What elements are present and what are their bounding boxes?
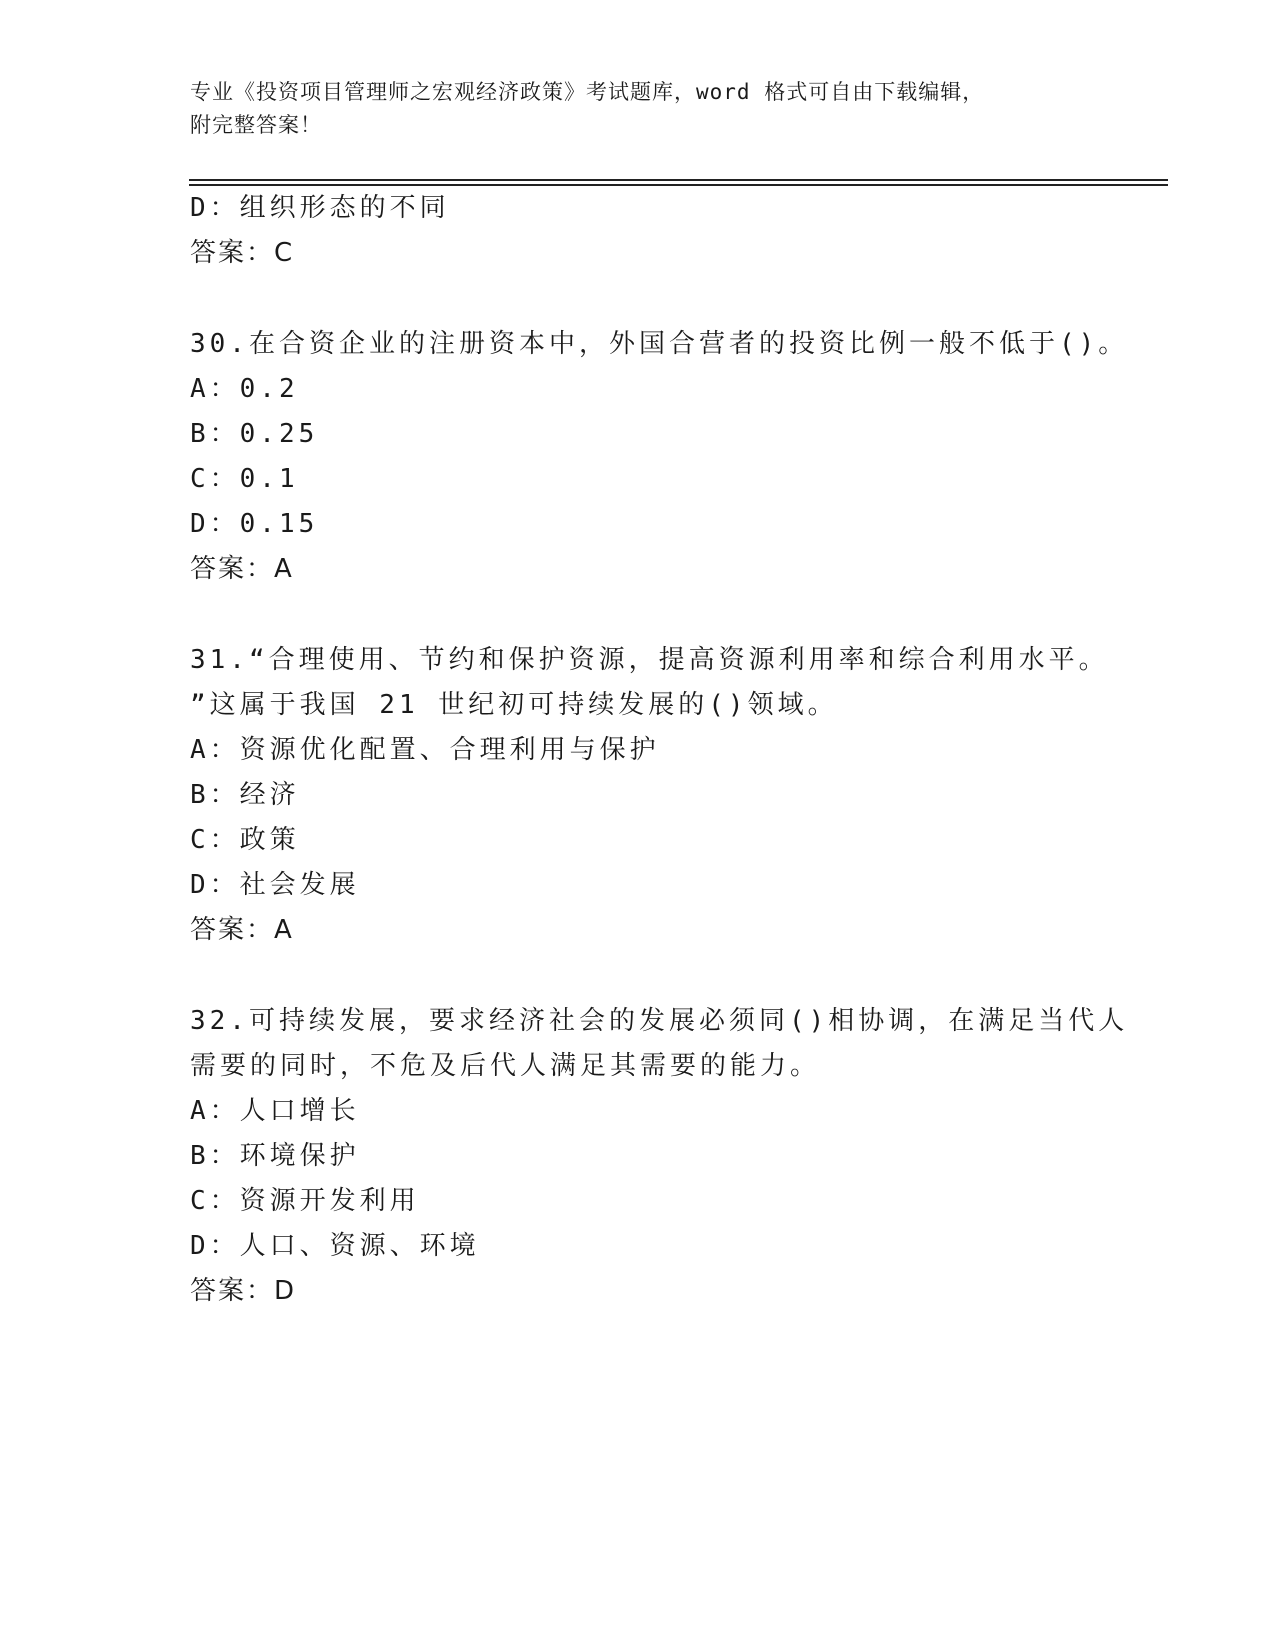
q30-stem: 30.在合资企业的注册资本中，外国合营者的投资比例一般不低于()。	[190, 329, 1129, 359]
q30-option-a: A：0.2	[190, 374, 299, 404]
document-header	[190, 76, 1090, 142]
header-line-1: 专业《投资项目管理师之宏观经济政策》考试题库，word 格式可自由下载编辑，	[190, 80, 985, 104]
q31-option-a: A：资源优化配置、合理利用与保护	[190, 735, 660, 765]
q31-stem-line-1: 31.“合理使用、节约和保护资源，提高资源利用率和综合利用水平。	[190, 645, 1109, 675]
q30-option-d: D：0.15	[190, 509, 319, 539]
q32-stem-line-1: 32.可持续发展，要求经济社会的发展必须同()相协调，在满足当代人	[190, 1006, 1129, 1036]
q31-option-d: D：社会发展	[190, 870, 360, 900]
q32-option-b: B：环境保护	[190, 1141, 360, 1171]
q32-option-a: A：人口增长	[190, 1096, 360, 1126]
header-divider-bottom	[189, 184, 1168, 186]
header-divider-top	[189, 179, 1168, 181]
q32-answer: 答案：D	[190, 1276, 297, 1306]
q30-option-b: B：0.25	[190, 419, 319, 449]
q31-option-c: C：政策	[190, 825, 300, 855]
q32-stem-line-2: 需要的同时，不危及后代人满足其需要的能力。	[190, 1051, 821, 1081]
q32-option-c: C：资源开发利用	[190, 1186, 420, 1216]
header-line-2: 附完整答案！	[190, 113, 322, 137]
prev-answer: 答案：C	[190, 238, 295, 268]
q31-stem-line-2: ”这属于我国 21 世纪初可持续发展的()领域。	[190, 690, 838, 720]
q30-option-c: C：0.1	[190, 464, 299, 494]
q31-option-b: B：经济	[190, 780, 300, 810]
q32-option-d: D：人口、资源、环境	[190, 1231, 480, 1261]
prev-option-d: D：组织形态的不同	[190, 193, 450, 223]
q31-answer: 答案：A	[190, 915, 294, 945]
q30-answer: 答案：A	[190, 554, 294, 584]
